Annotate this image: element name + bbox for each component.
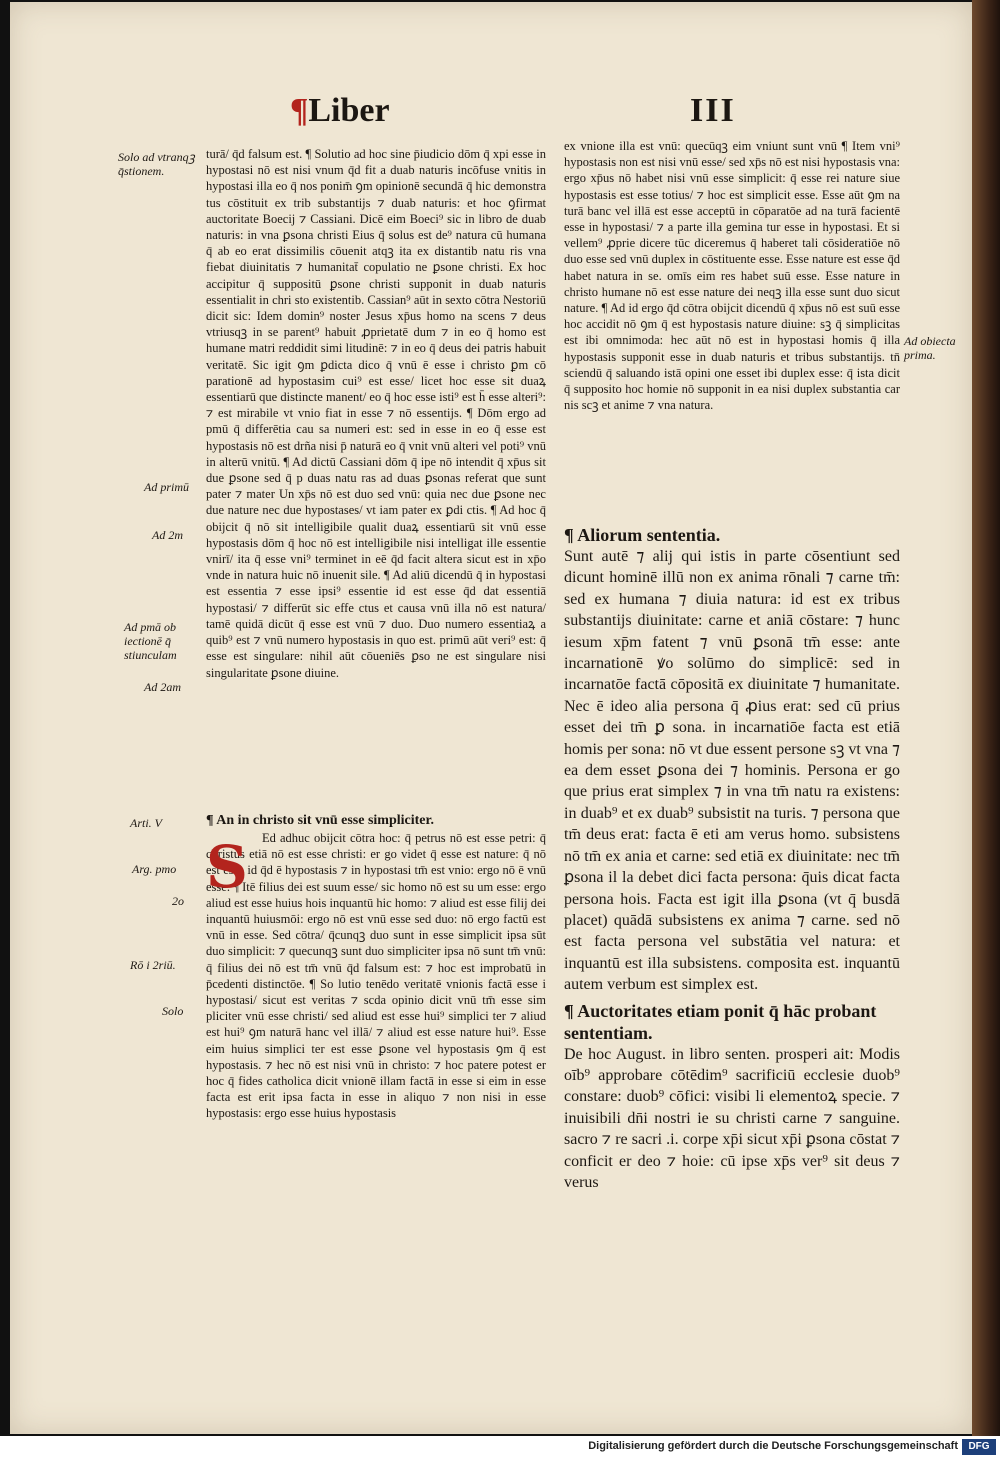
margin-note-ro-i-2riu: Rō i 2riū.	[130, 958, 176, 972]
aliorum-paragraph: Sunt autē ⁊ alij qui istis in parte cōsentiunt sed dicunt hominē illū non ex anima rōnali ⁊ carne tm̄: sed ex humana ⁊ diuia natura: id est ex tribus substantijs diuinitate: carne et aniā cōstare: ⁊ hunc iesum xp̄m fatent ⁊ vnū ꝑsonā tm̄ esse: ante incarnationē ꝟo solūmo do simplicē: sed in incarnatōe factā cōpositā ex diuinitate ⁊ humanitate. Nec ē ideo alia persona q̄ ꝓius erat: sed cū prius esset dei tm̄ ꝑ sona. in incarnatiōe facta est etiā homis per sona: nō vt due essent persone sꝫ vt vna ⁊ ea dem esset ꝑsona dei ⁊ hominis. Persona er go que prius erat simplex ⁊ in vna tm̄ natu ra existens: in duab⁹ et ex duab⁹ subsistit na turis. ⁊ persona que tm̄ deus erat: facta ē eti am verus homo. subsistens nō tm̄ ex ania et carne: sed etiā ex diuinitate: nec tm̄ ꝑsona il la debet dici facta persona: q̄uis dicat facta persona hois. Facta est igit illa ꝑsona (vt q̄ busdā placet) quādā subsistens ex anima ⁊ carne. sed nō est facta persona vel substātia vel natura: et inquantū est illa subsistens. composita est. inquantū autem verbum est simplex est.	[564, 548, 900, 994]
footer-bar	[0, 1436, 1000, 1460]
header-title-liber: Liber	[308, 92, 390, 129]
section-heading-auctoritates: ¶ Auctoritates etiam ponit q̄ hāc probant sententiam.	[564, 1000, 877, 1043]
section-heading-an-in-christo: ¶ An in christo sit vnū esse simpliciter.	[206, 813, 434, 828]
margin-note-two: 2o	[172, 894, 184, 908]
margin-note-arg-pmo: Arg. pmo	[132, 862, 177, 876]
right-paragraph: ex vnione illa est vnū: quecūqꝫ eim vniunt sunt vnū ¶ Item vni⁹ hypostasis non est nisi vnū esse/ sed xp̄s nō est nisi hypostasis vna: ergo xp̄us nō habet nisi vnū esse simplicit: q̄ esse rei nature siue hypostasis est esse totius/ ⁊ hoc est simplicit esse. Esse aūt ꝯm na turā banc vel illā est esse acceptū in cōparatōe ad na turā facientē esse in hypostasi/ ⁊ a parte illa gemina tur esse in hypostasi. Et si vellem⁹ ꝓprie dicere tūc diceremus q̄ haberet tali cōsideratiōe nō duo esse sed vnū duplex in cōstituente esse. Esse nature est esse q̄d habet natura in se. omīs eim res habet suū esse. Esse nature in christo humane nō est esse nature dei neqꝫ illa esse sunt duo sicut nature. ¶ Ad id ergo q̄d cōtra obijcit dicendū q̄ xp̄us nō est suū esse hoc accidit nō ꝯm q̄ est hypostasis nature diuine: sꝫ q̄ simplicitas est ibi omnimoda: hec aūt nō est in hypostasi homis q̄ illa hypostasis supponit esse in duab naturis et tribus substantijs. tn̄ sciendū q̄ saluando istā opini one esset ibi duplex esse: q̄ ista dicit q̄ supposito hoc homie nō supponit in ea nisi duplex substantia car nis scꝫ et anime ⁊ vna natura.	[564, 139, 900, 413]
margin-note-ad-pma-ob: Ad pmā ob iectionē q̄ stiunculam	[124, 620, 177, 662]
margin-note-solo-2: Solo	[162, 1004, 184, 1018]
left-column-text	[206, 146, 546, 681]
left-paragraph: turā/ q̄d falsum est. ¶ Solutio ad hoc sine p̄iudicio dōm q̄ xpi esse in hypostasi nō est nisi vnum q̄d fit a duab naturis incōfuse vnitis in hypostasi illa eo q̄ nos ponim̄ ꝯm opinionē secundā q̄ hic demonstra tus cōstituit ex trib substantijs ⁊ duab naturis: et hoc ꝯfirmat auctoritate Boecij ⁊ Cassiani. Dicē eim Boeci⁹ sic in libro de duab naturis: in vna ꝑsona christi Eius q̄ solus est de⁹ natura cū humana q̄ ab eo erat dissimilis cōuenit atqꝫ ita ex distantib natu ris vna fiebat diuinitatis ⁊ humanitat̄ copulatio ne ꝑsone christi. Ex hoc accipitur q̄ suppositū ꝑsone christi supponit in duab naturis essentialit in chri sto existentib. Cassian⁹ aūt in sexto cōtra Nestoriū dicit sic: Idem domin⁹ noster Jesus xp̄us homo na scens ⁊ deus vtriusqꝫ in se parent⁹ habuit ꝓprietatē dum ⁊ in eo q̄ homo est humane matri reddidit simi litudinē: ⁊ in eo q̄ deus dei patris habuit veritatē. Sic igit ꝯm ꝑdicta dico q̄ vnū ē esse i christo ꝑm cō parationē ad hypostasim cui⁹ est esse/ licet hoc esse sit duaꝝ essentiarū que distincte manent/ eo q̄ hoc esse isti⁹ est h̄ esse alteri⁹: ⁊ est mirabile vt vnio fiat in esse ⁊ nō essentijs. ¶ Dōm ergo ad pmū q̄ differētia cau sa numeri est: sed in esse in eo q̄ esse est hypostasis nō est drña nisi p̄ naturā eo q̄ vnit vnū alteri vel poti⁹ vnū in alterū vnitū. ¶ Ad dictū Cassiani dōm q̄ ipe nō intendit q̄ xp̄us sit due ꝑsone sed q̄ p duas natu ras ad duas ꝑsonas referat que sunt pater ⁊ mater Un xp̄s nō est duo sed vnū: quia nec due ꝑsone nec due nature nec due hypostases/ vt iam pater ex ꝑdi ctis. ¶ Ad hoc q̄ obijcit q̄ nō sit intelligibile qualit duaꝝ essentiarū sit vnū esse hypostasis dōm q̄ hoc nō est intelligibile nisi intelligat ille essentie vnirī/ ita q̄ esse vni⁹ terminet in eē q̄d facit altera sicut est in xp̄o vnde in natura huic nō inuenit sile. ¶ Ad aliū dicendū q̄ in hypostasi est essentia ⁊ esse ipsi⁹ essentie id est esse q̄d dat essentiā hypostasi/ ⁊ differūt sic effe ctus et causa vnū illa nō est natura/ tamē quidā dicūt q̄ esse est vnū ⁊ duo. Duo numero essentiaꝝ a quib⁹ est ⁊ vnū numero hypostasis in quo est. primū aūt veri⁹ est: q̄ esse est singulare: nihil aūt cōueniēs ꝑso ne est singulare nisi singularitate ꝑsone diuine.	[206, 147, 546, 680]
book-spine	[972, 0, 1000, 1436]
left-lower-paragraph: Ed adhuc obijcit cōtra hoc: q̄ petrus nō est esse petri: q̄ christus etiā nō est esse christi: er go videt q̄ esse est nature: q̄ nō est esse id q̄d ē hypostasis ⁊ in hypostasi tm̄ est vnio: ergo nō ē vnū esse. ¶ Itē filius dei est suum esse/ sic homo nō est su um esse: ergo aliud est esse huius hois inquantū hic homo: ⁊ aliud est esse filij dei inquantū huiusmōi: ergo nō est vnū esse sed duo: nō ergo factū est vnū in esse. Sed cōtra/ q̄cunqꝫ duo sunt in esse simplicit ipsa sūt duo simplicit: ⁊ quecunqꝫ sunt duo simpliciter ipsa nō sunt tm̄ vnū: q̄ filius dei nō est tm̄ vnū q̄d falsum est: ⁊ hoc est improbatū in p̄cedenti distinctōe. ¶ So lutio tenēdo veritatē vnionis factā esse i hypostasi/ sicut est veritas ⁊ scda opinio dicit vnū tm̄ esse sim pliciter vnū esse christi/ sed aliud est esse hui⁹ simplici ter ⁊ aliud est hui⁹ ꝯm naturā hanc vel illā/ ⁊ aliud est esse nature hui⁹. Esse eim huius simplici ter est esse ꝑsone vel hypostasis ꝯm q̄ est hypostasis. ⁊ hec nō est nisi vnū in christo: ⁊ hoc patere potest er hoc q̄ fides catholica dicit vnionē illam factā in esse si eim in esse facta est erit ipsa facta in esse in aliquo ⁊ non nisi in esse hypostasis: ergo esse huius hypostasis	[206, 831, 546, 1121]
margin-note-ad-primum: Ad primū	[144, 480, 189, 494]
margin-note-ad-2m: Ad 2m	[152, 528, 183, 542]
left-lower-section	[206, 812, 546, 1122]
running-header-left	[290, 92, 390, 130]
margin-note-ad-obiecta: Ad obiecta prima.	[904, 334, 956, 362]
right-column-text	[564, 138, 900, 413]
right-lower-section	[564, 524, 900, 1193]
margin-note-ad-2am: Ad 2am	[144, 680, 181, 694]
paragraph-mark: ¶	[290, 92, 309, 129]
dfg-logo: DFG	[962, 1439, 996, 1455]
margin-note-arti: Arti. V	[130, 816, 162, 830]
footer-credit: Digitalisierung gefördert durch die Deutsche Forschungsgemeinschaft	[588, 1440, 958, 1452]
auctoritates-paragraph: De hoc August. in libro senten. prosperi ait: Modis oīb⁹ approbare cōtēdim⁹ sacrificiū ecclesie duob⁹ constare: duob⁹ cōfici: visibi li elementoꝝ specie. ⁊ inuisibili dn̄i nostri ie su christi carne ⁊ sanguine. sacro ⁊ re sacri .i. corpe xp̄i sicut xp̄i ꝑsona cōstat ⁊ conficit er deo ⁊ hoie: cū ipse xp̄s ver⁹ sit deus ⁊ verus	[564, 1045, 900, 1191]
drop-cap-initial: S	[206, 833, 248, 901]
margin-note-solo: Solo ad vtranqꝫ q̄stionem.	[118, 150, 195, 178]
running-header-right: III	[690, 92, 736, 129]
section-heading-aliorum: ¶ Aliorum sententia.	[564, 525, 721, 545]
